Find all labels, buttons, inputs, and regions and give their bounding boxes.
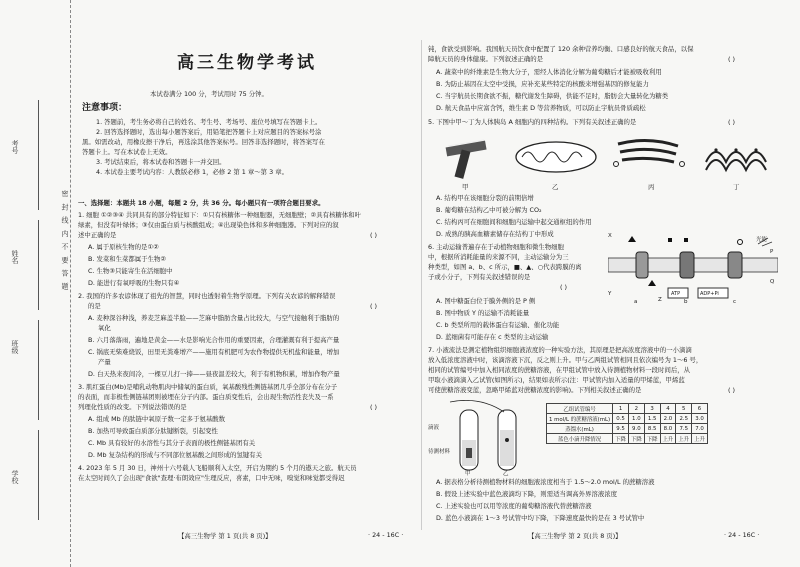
exam-no-line [38,100,39,210]
q6-stem: 中，根据所消耗能量的来源不同，主动运输分为三 [428,253,569,261]
note-line: 答题卡上。写在本试卷上无效。 [82,148,172,156]
fig-label-q: Q [770,279,775,285]
fig-label-a: a [634,299,638,305]
q7-test-tube-figure [442,400,532,478]
q3-stem: 的表面，而非极性侧链基团则被埋在分子内部。蛋白质变性后，会出现生物活性丧失及一系 [78,393,334,401]
q7-stem: 相同的试管编号中加入相同浓度的蔗糖溶液，在甲组试管中放入待测植物材料一段时间后，从 [428,366,691,374]
fig-label-b: b [684,299,688,305]
q7-results-table [546,403,708,444]
note-line: 2. 回答选择题时，选出每小题答案后，用铅笔把答题卡上对应题目的答案标号涂 [96,128,322,136]
fig-label-z: Z [658,297,662,303]
q2-stem: 的是 [88,302,101,310]
q6-stem: 6. 主动运输普遍存在于动植物细胞和微生物细胞 [428,243,564,251]
q1-option-d: D. 能进行有氧呼吸的生物只有④ [88,279,180,287]
table-cell: 1 mol/L 的蔗糖溶液(mL) [547,414,613,424]
q3-option-c: C. Mb 具有较好的水溶性与其分子表面的极性侧链基团有关 [88,439,256,447]
q7-stem: 放入低浓度溶液中时，该滴溶液下沉，反之则上升。甲与乙两组试管相同且依次编号为 1～6 号， [428,356,703,364]
q2-option-c-cont: 产量 [98,358,111,366]
q1-stem: 述中正确的是 [78,231,117,239]
centrosome-illustration [446,140,487,179]
table-cell: 蓝色小滴升降情况 [547,434,613,444]
table-cell: 乙组试管编号 [547,404,613,414]
name-line [38,220,39,310]
q3-option-b: B. 加热可导致蛋白质部分肽键断裂，引起变性 [88,427,218,435]
table-cell: 8.0 [660,424,676,434]
table-cell: 上升 [692,434,708,444]
q4-option-d: D. 航天食品中应富含钙，维生素 D 等营养物质，可以防止宇航员骨质疏松 [436,104,646,112]
answer-paren: ( ) [728,386,736,394]
q1-option-b: B. 发菜和生菜都属于生物② [88,255,167,263]
table-cell: 3.0 [692,414,708,424]
q7-stem: 甲取小液滴滴入乙试管(如图所示)，结果如表所示(注：甲试管内加入适量的甲烯蓝，甲烯蓝 [428,376,685,384]
table-cell: 7.0 [692,424,708,434]
fig-label-material: 待测材料 [428,449,451,455]
q3-stem: 3. 肌红蛋白(Mb)是哺乳动物肌肉中储氧的蛋白质，氧基酸残性侧链基团几乎全部分布在分子 [78,383,338,391]
q6-option-a: A. 图中糖蛋白位于膜外侧的是 P 侧 [436,297,536,305]
answer-paren: ( ) [370,403,378,411]
er-ribosome-illustration [706,148,766,170]
q5-label-jia: 甲 [462,183,469,191]
q6-option-b: B. 图中物质 Y 的运输不消耗能量 [436,309,530,317]
note-line: 4. 本试卷主要考试内容：人教版必修 1，必修 2 第 1 章～第 3 章。 [96,168,288,176]
footer-page-1: 【高三生物学 第 1 页(共 8 页)】 [178,532,272,540]
fig-label-x: X [608,233,612,239]
fig-label-adp: ADP+Pi [700,291,719,297]
q4-option-b: B. 为防止基因在太空中受损，应补充某些特定的核酸来增强基因的修复能力 [436,80,649,88]
note-line: 黑。如需改动，用橡皮擦干净后，再选涂其他答案标号。回答非选择题时，将答案写在 [82,138,325,146]
table-cell: 7.5 [676,424,692,434]
footer-code-1: · 24 - 16C · [368,531,404,539]
exam-info: 本试卷满分 100 分，考试用时 75 分钟。 [150,90,268,98]
q7-option-b: B. 假设上述实验中蓝色液滴均下降，则需适当调高外界溶液浓度 [436,490,617,498]
q2-stem: 2. 我国的许多农谚体现了祖先的智慧，同时也透射着生物学原理。下列有关农谚的解释错误 [78,292,336,300]
fig-label-light: 光能 [756,237,768,243]
q6-stem: 种类型，如图 a、b、c 所示，■、▲、○代表跨膜的离 [428,263,582,271]
q2-option-a-cont: 氧化 [98,324,111,332]
q5-option-c: C. 结构丙可在细胞间和细胞内运输中起交通枢纽的作用 [436,218,592,226]
table-cell: 1 [613,404,629,414]
q2-option-a: A. 麦种深谷种浅，养麦芝麻盖半脸——芝麻中脂肪含量占比较大，与空气接触利于脂肪的 [88,314,340,322]
class-label: 班级 [11,340,19,354]
q6-stem: 子或小分子，下列有关叙述错误的是 [428,273,531,281]
q7-stem: 可使蔗糖溶液变蓝，忽略甲烯蓝对蔗糖浓度的影响)。下列相关叙述正确的是 [428,386,642,394]
answer-paren: ( ) [728,55,736,63]
school-line [38,430,39,520]
q3-option-d: D. Mb 复杂结构的形成与不同部位氨基酸之间形成的氢键有关 [88,451,262,459]
notes-heading: 注意事项： [82,103,128,113]
fig-label-c: c [733,299,737,305]
school-label: 学校 [11,470,19,484]
right-page [428,0,783,567]
footer-code-2: · 24 - 16C · [724,531,760,539]
answer-paren: ( ) [370,231,378,239]
table-cell: 上升 [660,434,676,444]
table-cell: 2 [628,404,644,414]
q7-stem: 7. 小液流法是测定植物组织细胞液浓度的一种实验方法，其原理是把高浓度溶液中的一小滴滴 [428,346,692,354]
q2-option-b: B. 六月落落雨，遍地是黄金——水是影响光合作用的重要因素，合理灌溉有利于提高产量 [88,336,340,344]
q7-option-c: C. 上述实验也可以用等浓度的葡萄糖溶液代替蔗糖溶液 [436,502,592,510]
table-row [547,434,708,444]
table-cell: 1.0 [628,414,644,424]
q5-stem: 5. 下图中甲～丁为人体胰岛 A 细胞内的四种结构。下列有关叙述正确的是 [428,118,637,126]
binding-strip [0,0,71,567]
footer-page-2: 【高三生物学 第 2 页(共 8 页)】 [528,532,622,540]
q5-label-yi: 乙 [552,183,559,191]
q4-stem: 在太空时间久了会出现"食欲"查理·布朗效应"生理反应，喜素，口中无味，嗅觉和味觉都受得迟 [78,474,345,482]
q4-stem: 4. 2023 年 5 月 30 日，神州十六号载人飞船顺利入太空，开启为期约 5 个月的遨天之旅。航天员 [78,464,357,472]
q5-option-a: A. 结构甲在该细胞分裂的前期倍增 [436,194,534,202]
q4-option-c: C. 当宇航员长期食欲不振，糖代谢发生障碍，供能不足时，脂肪会大量转化为糖类 [436,92,669,100]
q7-option-d: D. 蓝色小液滴在 1～3 号试管中均下降，下降速度最快的是在 3 号试管中 [436,514,645,522]
table-cell: 9.5 [613,424,629,434]
q1-stem: 绿素，但没有叶绿体；③仅由蛋白质与核酸组成；④出现染色体和多种细胞器。下列对应的叙 [78,221,339,229]
q5-option-b: B. 葡萄糖在结构乙中可被分解为 CO₂ [436,206,542,214]
table-cell: 2.5 [676,414,692,424]
mitochondrion-illustration [516,142,596,172]
table-cell: 2.0 [660,414,676,424]
q7-option-a: A. 据表格分析待测植物材料的细胞液浓度相当于 1.5～2.0 mol/L 的蔗糖溶液 [436,478,655,486]
q5-organelle-figure [438,132,768,184]
q1-stem: 1. 细胞 ①②③④ 共同具有的部分特征如下：①只有核糖体一种细胞器，无细胞壁；②具有核糖体和叶 [78,211,362,219]
fig-label-atp: ATP [671,291,681,297]
q2-option-d: D. 白天热来夜间冷，一棵豆儿打一捧——昼夜温差较大，利于有机物积累，增加作物产量 [88,370,340,378]
section-heading: 一、选择题：本题共 18 小题，每题 2 分，共 36 分。每小题只有一项符合题目要求。 [78,199,325,207]
table-cell: 3 [644,404,660,414]
table-cell: 下降 [613,434,629,444]
exam-title: 高三生物学考试 [177,53,317,73]
q5-option-d: D. 成熟的胰高血糖素储存在结构丁中形成 [436,230,554,238]
q4-option-a: A. 蔬菜中的纤维素是生物大分子，需经人体消化分解为葡萄糖后才能被吸收利用 [436,68,662,76]
name-label: 姓名 [11,250,19,264]
fig-label-dropper: 滴液 [428,425,440,431]
table-cell: 0.5 [613,414,629,424]
answer-paren: ( ) [728,118,736,126]
fig-label-y: Y [608,291,612,297]
page-divider [421,40,422,530]
q6-transport-figure [608,234,778,304]
table-row [547,424,708,434]
q5-label-ding: 丁 [733,183,740,191]
note-line: 1. 答题前，考生务必将自己的姓名、考生号、考场号、座位号填写在答题卡上。 [96,118,322,126]
q4-stem-cont: 钝，食欲受到影响。我国航天员饮食中配置了 120 余种营养均衡、口感良好的航天食品，以保 [428,45,694,53]
answer-paren: ( ) [560,283,568,291]
class-line [38,320,39,420]
q3-stem: 列理化性质的改变。下列说法错误的是 [78,403,187,411]
table-cell: 4 [660,404,676,414]
q4-stem-cont: 障航天员的身体健康。下列叙述正确的是 [428,55,544,63]
left-page [78,0,416,567]
table-cell: 6 [692,404,708,414]
q6-option-c: C. b 类型所用的载体蛋白有运输、催化功能 [436,321,560,329]
table-cell: 下降 [628,434,644,444]
table-cell: 9.0 [628,424,644,434]
golgi-illustration [614,140,685,166]
exam-no-label: 考号 [11,140,19,154]
q6-option-d: D. 蓝细菌有可能存在 c 类型的主动运输 [436,333,549,341]
q2-option-c: C. 锅底无柴难烧饭，田里无粪难增产——施用有机肥可为农作物提供无机盐和能量，增加 [88,348,340,356]
table-header-row [547,404,708,414]
table-cell: 蒸馏水(mL) [547,424,613,434]
table-cell: 8.5 [644,424,660,434]
table-cell: 5 [676,404,692,414]
fig-label-p: P [770,249,774,255]
q5-label-bing: 丙 [648,183,655,191]
q1-option-c: C. 生物③只能寄生在活细胞中 [88,267,173,275]
q3-option-a: A. 组成 Mb 的肽链中氧原子数一定多于氨基酸数 [88,415,225,423]
fig-label-tube-jia: 甲 [465,471,471,477]
seal-text: 密 封 线 内 不 要 答 题 [61,190,69,292]
table-row [547,414,708,424]
answer-paren: ( ) [370,302,378,310]
fig-label-tube-yi: 乙 [503,471,509,477]
note-line: 3. 考试结束后，将本试卷和答题卡一并交回。 [96,158,226,166]
table-cell: 上升 [676,434,692,444]
table-cell: 下降 [644,434,660,444]
q1-option-a: A. 属于原核生物的是①② [88,243,159,251]
table-cell: 1.5 [644,414,660,424]
